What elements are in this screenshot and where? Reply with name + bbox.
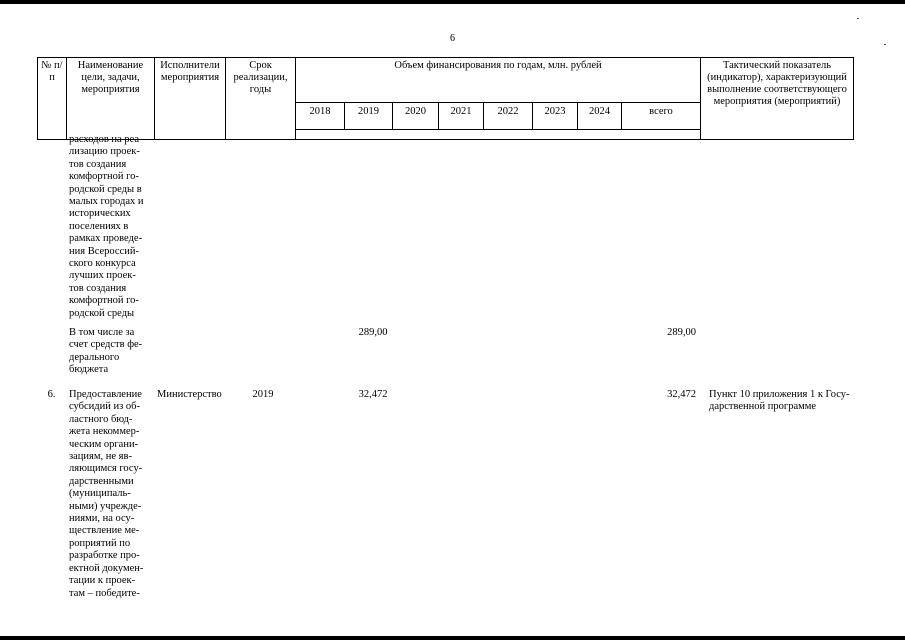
row-6-indicator <box>709 389 869 414</box>
text-line: малых городах и <box>69 196 144 208</box>
funding-table-header <box>37 57 854 140</box>
federal-2019-value: 289,00 <box>358 327 388 338</box>
text-line: там – победите- <box>69 587 140 599</box>
text-line: дерального <box>69 351 120 363</box>
name-cell-continuation <box>69 134 151 320</box>
scan-speck <box>884 44 886 45</box>
text-line: родской среды <box>69 307 135 319</box>
text-line: тации к проек- <box>69 575 136 587</box>
text-line: ниями, на осу- <box>69 513 135 525</box>
text-line: ляющимся госу- <box>69 463 143 475</box>
header-year-2018: 2018 <box>296 103 345 130</box>
page-bottom-edge <box>0 636 905 640</box>
text-line: тов создания <box>69 158 127 170</box>
text-line: расходов на реа- <box>69 134 143 145</box>
text-line: (муниципаль- <box>69 488 131 500</box>
name-cell-federal <box>69 327 151 377</box>
page-number: 6 <box>450 33 455 44</box>
header-num: № п/п <box>38 58 67 140</box>
row-6-number: 6. <box>47 389 56 400</box>
header-year-2023: 2023 <box>533 103 578 130</box>
text-line: ществление ме- <box>69 525 140 537</box>
header-spacer <box>296 130 701 140</box>
text-line: дарственными <box>69 475 134 487</box>
header-term: Срок реализации, годы <box>226 58 296 140</box>
row-6-executor: Министерство <box>157 389 222 400</box>
text-line: В том числе за <box>69 327 135 338</box>
text-line: зациям, не яв- <box>69 451 132 463</box>
header-year-2024: 2024 <box>578 103 622 130</box>
header-indicator: Тактический показатель (индикатор), характеризующий выполнение соответствующего мероприятия (мероприятий) <box>701 58 854 140</box>
text-line: рамках проведе- <box>69 233 143 245</box>
header-funding: Объем финансирования по годам, млн. рублей <box>296 58 701 103</box>
page-top-edge <box>0 0 905 4</box>
text-line: комфортной го- <box>69 171 139 183</box>
header-total: всего <box>622 103 701 130</box>
text-line: поселениях в <box>69 220 129 232</box>
text-line: комфортной го- <box>69 295 139 307</box>
text-line: ластного бюд- <box>69 413 133 425</box>
row-6-total-value: 32,472 <box>667 389 696 400</box>
text-line: лизацию проек- <box>69 146 140 158</box>
text-line: бюджета <box>69 364 109 376</box>
text-line: разработке про- <box>69 550 140 562</box>
text-line: исторических <box>69 208 131 220</box>
text-line: счет средств фе- <box>69 339 143 351</box>
header-year-2022: 2022 <box>484 103 533 130</box>
text-line: роприятий по <box>69 537 131 549</box>
row-6-term: 2019 <box>252 389 274 400</box>
row-6-2019-value: 32,472 <box>358 389 388 400</box>
text-line: жета некоммер- <box>69 426 140 438</box>
text-line: Пункт 10 приложения 1 к Госу- <box>709 389 850 400</box>
text-line: Предоставление <box>69 389 142 400</box>
header-name: Наименование цели, задачи, мероприятия <box>67 58 155 140</box>
text-line: дарственной программе <box>709 401 817 413</box>
text-line: ными) учрежде- <box>69 500 142 512</box>
header-executors: Исполнители мероприятия <box>155 58 226 140</box>
federal-total-value: 289,00 <box>667 327 696 338</box>
scan-speck <box>857 18 859 19</box>
header-year-2020: 2020 <box>393 103 439 130</box>
text-line: ского конкурса <box>69 258 136 270</box>
text-line: ектной докумен- <box>69 562 144 574</box>
text-line: родской среды в <box>69 183 142 195</box>
header-year-2021: 2021 <box>439 103 484 130</box>
text-line: ческим органи- <box>69 438 139 450</box>
text-line: субсидий из об- <box>69 401 140 413</box>
text-line: ния Всероссий- <box>69 245 139 257</box>
text-line: лучших проек- <box>69 270 136 282</box>
text-line: тов создания <box>69 282 127 294</box>
header-year-2019: 2019 <box>345 103 393 130</box>
name-cell-row-6 <box>69 389 151 600</box>
